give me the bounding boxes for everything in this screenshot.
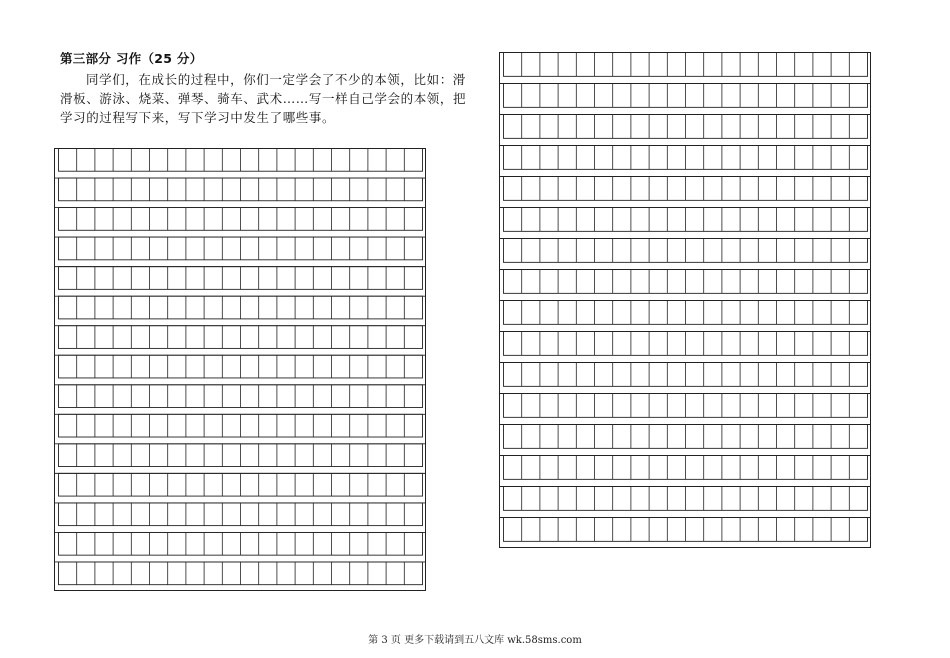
grid-row[interactable] bbox=[499, 425, 871, 456]
grid-row[interactable] bbox=[499, 394, 871, 425]
grid-row[interactable] bbox=[499, 84, 871, 115]
grid-border bbox=[500, 53, 871, 548]
grid-row[interactable] bbox=[499, 487, 871, 518]
section-title: 第三部分 习作（25 分） bbox=[60, 51, 203, 66]
writing-prompt: 同学们，在成长的过程中，你们一定学会了不少的本领，比如：滑滑板、游泳、烧菜、弹琴、骑车、武术……写一样自己学会的本领，把学习的过程写下来，写下学习中发生了哪些事。 bbox=[60, 72, 467, 125]
grid-row[interactable] bbox=[504, 518, 868, 542]
grid-row[interactable] bbox=[499, 456, 871, 487]
grid-row[interactable] bbox=[499, 270, 871, 301]
grid-row[interactable] bbox=[54, 178, 426, 208]
writing-grid-left[interactable] bbox=[54, 148, 426, 591]
grid-row[interactable] bbox=[54, 237, 426, 267]
page-footer: 第 3 页 更多下载请到五八文库 wk.58sms.com bbox=[368, 635, 582, 646]
grid-row[interactable] bbox=[499, 239, 871, 270]
grid-row[interactable] bbox=[54, 473, 426, 503]
grid-row[interactable] bbox=[499, 115, 871, 146]
writing-grid-right[interactable] bbox=[499, 52, 871, 548]
grid-row[interactable] bbox=[499, 363, 871, 394]
grid-row[interactable] bbox=[59, 562, 423, 585]
grid-row[interactable] bbox=[54, 149, 426, 179]
grid-row[interactable] bbox=[54, 503, 426, 533]
grid-border bbox=[55, 149, 426, 591]
grid-row[interactable] bbox=[499, 301, 871, 332]
grid-row[interactable] bbox=[499, 53, 871, 84]
grid-row[interactable] bbox=[54, 444, 426, 474]
grid-row[interactable] bbox=[54, 385, 426, 415]
grid-row[interactable] bbox=[54, 208, 426, 238]
grid-row[interactable] bbox=[499, 177, 871, 208]
grid-row[interactable] bbox=[54, 532, 426, 562]
grid-row[interactable] bbox=[54, 355, 426, 385]
grid-row[interactable] bbox=[54, 267, 426, 297]
grid-row[interactable] bbox=[499, 332, 871, 363]
grid-row[interactable] bbox=[499, 146, 871, 177]
grid-row[interactable] bbox=[54, 296, 426, 326]
grid-row[interactable] bbox=[54, 326, 426, 356]
grid-row[interactable] bbox=[54, 414, 426, 444]
grid-row[interactable] bbox=[499, 208, 871, 239]
